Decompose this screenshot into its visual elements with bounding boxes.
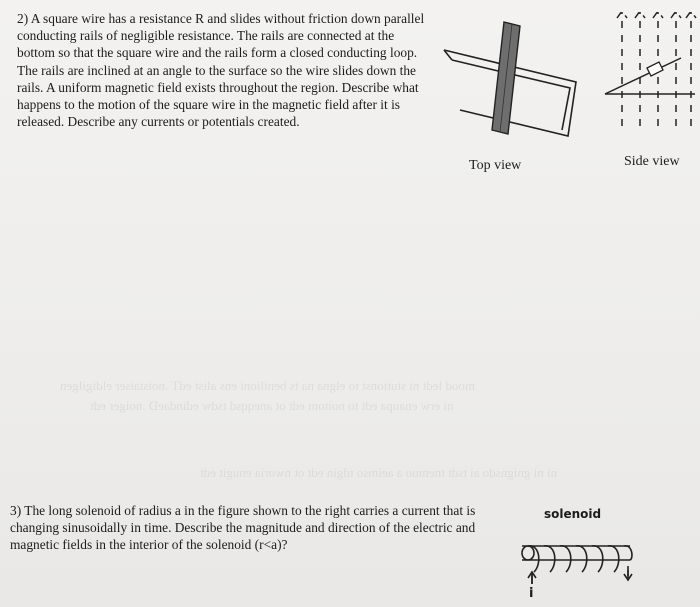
solenoid-label: solenoid: [544, 507, 602, 521]
bleed-through-line: ni erw enaupa edt to noitom edt ot aneqqsd tsdw edindaeD .noiger edt: [90, 398, 454, 413]
problem-3-text: 3) The long solenoid of radius a in the figure shown to the right carries a current that is changing sinusoidally in time. Describe the magnitude and direction of the electric and magnetic fields in the interior of the solenoid (r<a)?: [10, 503, 476, 553]
current-arrow-down: [624, 570, 632, 580]
inclined-rail: [605, 58, 681, 94]
top-view-figure: [440, 18, 580, 158]
side-view-figure: [603, 6, 695, 131]
current-label: i: [529, 586, 534, 601]
side-view-caption: Side view: [624, 154, 680, 169]
bleed-through-line: ni ni gnignsdo ai tsdt tnemuo a aeimso tdgin edt ot nworia enugit edt: [200, 465, 558, 480]
solenoid-coil: [522, 546, 632, 584]
bleed-through-line: mood ledt ni stutionst to elgna na ts benilioni ens alist edT .noistaiser eldigilgen: [60, 378, 475, 393]
wire-cross-section: [647, 62, 663, 76]
solenoid-figure: [518, 522, 638, 602]
top-view-caption: Top view: [469, 158, 522, 173]
problem-2-text: 2) A square wire has a resistance R and slides without friction down parallel conducting rails of negligible resistance. The rails are connected at the bottom so that the square wire and the rails form a closed conducting loop. The rails are inclined at an angle to the surface so the wire slides down the rails. A uniform magnetic field exists throughout the region. Describe what happens to the motion of the square wire in the magnetic field after it is released. Describe any currents or potentials created.: [17, 11, 425, 130]
